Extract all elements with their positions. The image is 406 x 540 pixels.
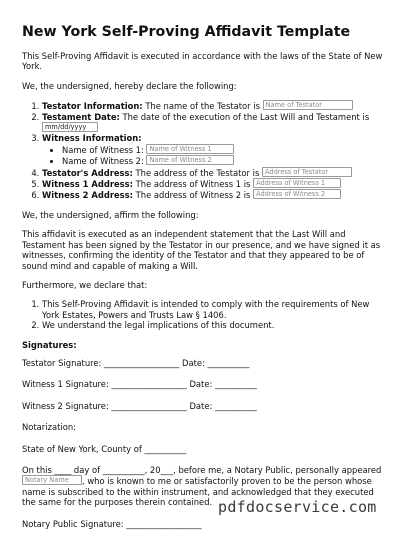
witness1-address-label: Witness 1 Address: xyxy=(42,179,133,190)
testator-info-label: Testator Information: xyxy=(42,101,143,112)
furthermore-intro: Furthermore, we declare that: xyxy=(22,279,148,290)
testament-date-text: The date of the execution of the Last Will and Testament is xyxy=(119,111,370,122)
witness-info-label: Witness Information: xyxy=(42,133,142,144)
witness2-address-text: The address of Witness 2 is xyxy=(132,190,254,201)
witness1-address-text: The address of Witness 1 is xyxy=(132,179,254,190)
list-item-witness-info xyxy=(42,133,386,166)
witness2-signature-line: Witness 2 Signature: __________________ Date: __________ xyxy=(22,400,257,411)
list-item-witness1-address xyxy=(42,178,386,189)
testator-info-text: The name of the Testator is xyxy=(142,101,263,112)
witness2-name-input[interactable]: Name of Witness 2 xyxy=(146,155,234,165)
list-item-testator-address xyxy=(42,167,386,178)
watermark: pdfdocservice.com xyxy=(218,498,377,516)
signatures-heading: Signatures: xyxy=(22,339,77,350)
witness-name-list xyxy=(42,144,386,167)
witness1-name-input[interactable]: Name of Witness 1 xyxy=(146,144,234,154)
intro-paragraph: This Self-Proving Affidavit is executed in accordance with the laws of the State of New York. xyxy=(22,51,383,72)
testator-signature-line: Testator Signature: __________________ Date: __________ xyxy=(22,357,250,368)
notarization-label: Notarization: xyxy=(22,422,76,433)
list-item-witness1-name xyxy=(62,144,386,155)
notary-text-post: , who is known to me or satisfactorily proven to be the person whose name is subscribed to the within instrument, and acknowledged that they executed the same for the purposes therein contained. xyxy=(22,476,374,508)
testament-date-label: Testament Date: xyxy=(42,111,120,122)
list-item-testator-info xyxy=(42,100,386,111)
declare-intro: We, the undersigned, hereby declare the following: xyxy=(22,80,237,91)
notary-text-pre: On this ____ day of __________, 20___, before me, a Notary Public, personally appeared xyxy=(22,464,382,475)
testator-address-text: The address of the Testator is xyxy=(132,167,262,178)
witness2-address-label: Witness 2 Address: xyxy=(42,190,133,201)
document-page xyxy=(22,24,386,540)
testator-address-input[interactable]: Address of Testator xyxy=(262,167,352,177)
testator-address-label: Testator's Address: xyxy=(42,167,133,178)
list-item-witness2-name xyxy=(62,155,386,166)
furthermore-list xyxy=(22,299,386,330)
furthermore-item: 1. This Self-Proving Affidavit is intended to comply with the requirements of New York Estates, Powers and Trusts Law § 1406. xyxy=(42,299,386,320)
witness2-name-text: Name of Witness 2: xyxy=(62,156,147,167)
list-item-testament-date xyxy=(42,112,386,134)
testament-date-input[interactable]: mm/dd/yyyy xyxy=(42,122,98,132)
county-line: State of New York, County of __________ xyxy=(22,443,187,454)
declaration-list xyxy=(22,100,386,201)
furthermore-item: 2. We understand the legal implications of this document. xyxy=(42,320,386,330)
affirm-paragraph: This affidavit is executed as an independent statement that the Last Will and Testament has been signed by the Testator in our presence, and we have signed it as witnesses, confirming the identity of the Testator and that they appeared to be of sound mind and capable of making a Will. xyxy=(22,229,381,271)
witness1-name-text: Name of Witness 1: xyxy=(62,144,147,155)
witness1-signature-line: Witness 1 Signature: __________________ Date: __________ xyxy=(22,379,257,390)
witness2-address-input[interactable]: Address of Witness 2 xyxy=(253,189,341,199)
notary-signature-line: Notary Public Signature: __________________ xyxy=(22,518,202,529)
list-item-witness2-address xyxy=(42,189,386,200)
notary-name-input[interactable]: Notary Name xyxy=(22,475,82,485)
testator-name-input[interactable]: Name of Testator xyxy=(263,100,353,110)
page-title: New York Self-Proving Affidavit Template xyxy=(22,24,351,40)
witness1-address-input[interactable]: Address of Witness 1 xyxy=(253,178,341,188)
affirm-intro: We, the undersigned, affirm the following: xyxy=(22,209,199,220)
